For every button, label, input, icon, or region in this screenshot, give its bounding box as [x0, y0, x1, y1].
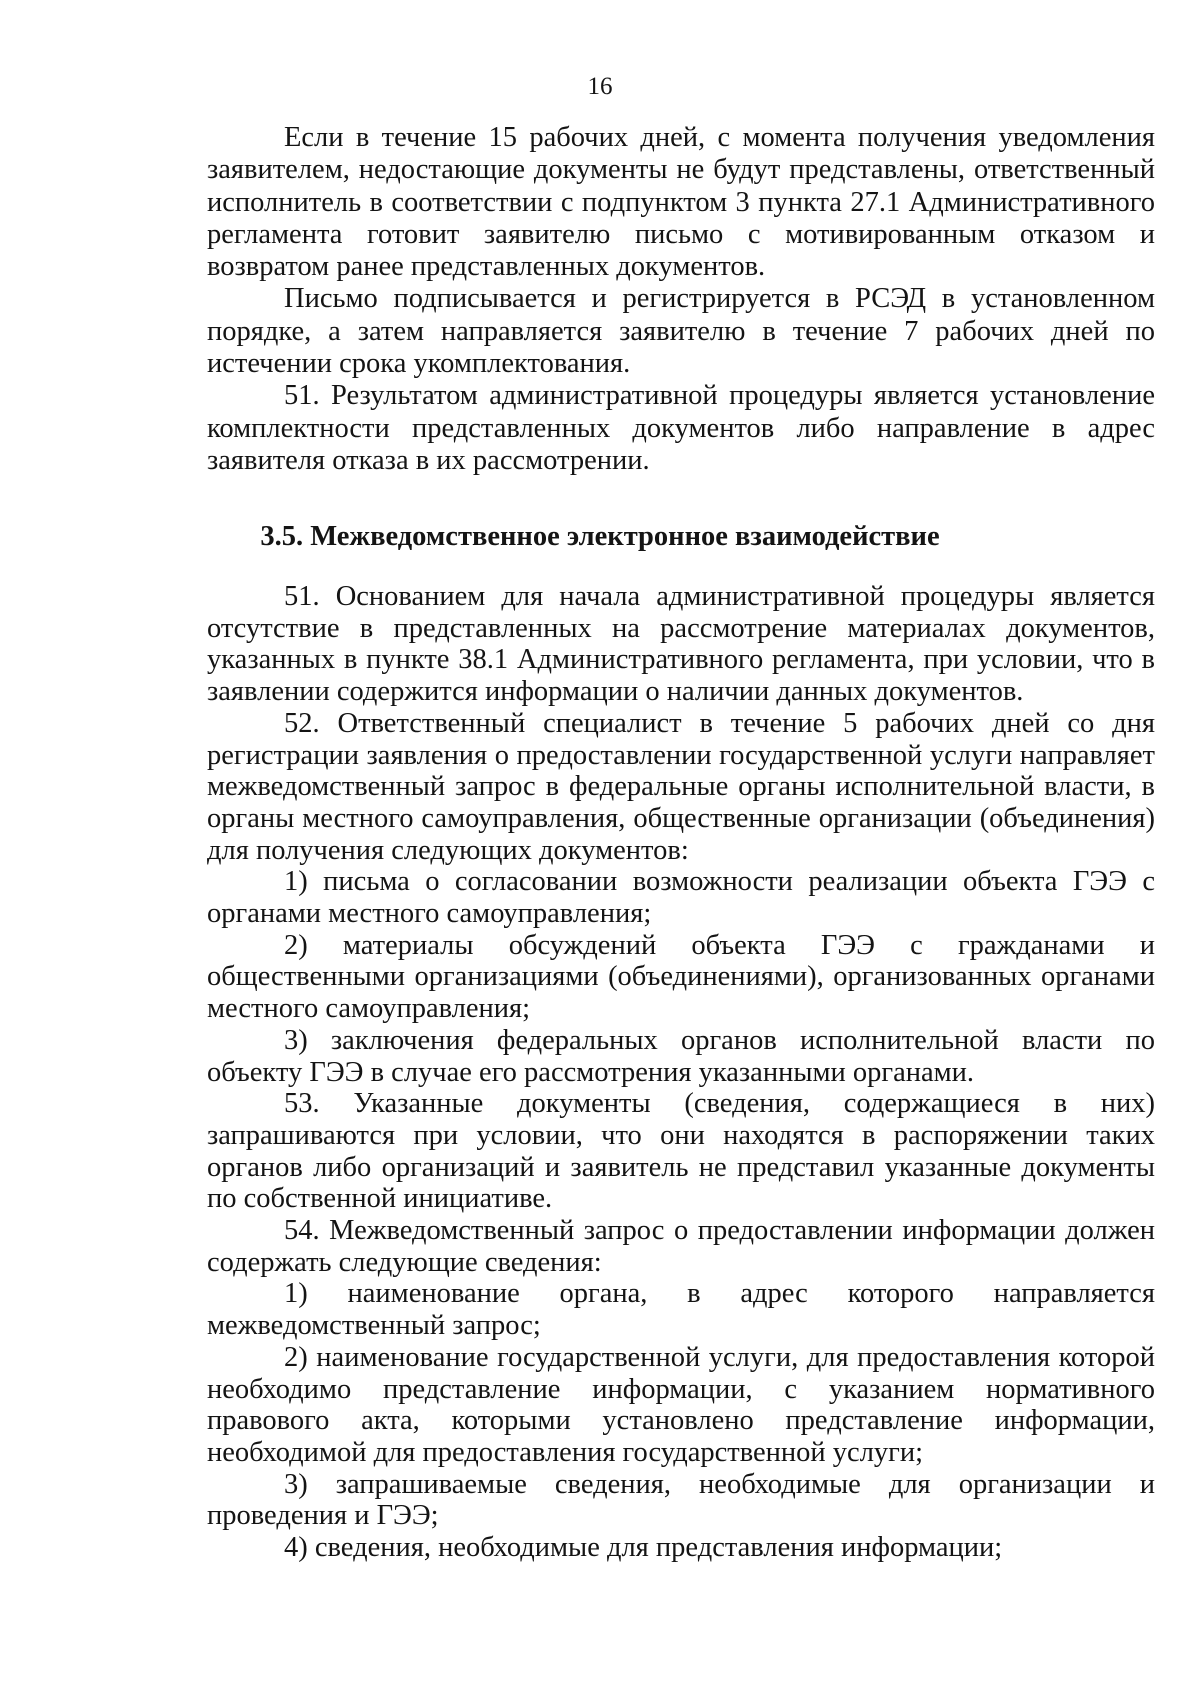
- section-text-block: [207, 581, 1155, 1564]
- paragraph-54-request-contents: 54. Межведомственный запрос о предоставлении информации должен содержать следующие сведения:: [207, 1215, 1155, 1278]
- list-item-54-2: 2) наименование государственной услуги, для предоставления которой необходимо представление информации, с указанием нормативного правового акта, которыми установлено представление информации, необходимой для предоставления государственной услуги;: [207, 1341, 1155, 1468]
- list-item-52-2: 2) материалы обсуждений объекта ГЭЭ с гражданами и общественными организациями (объединениями), организованных органами местного самоуправления;: [207, 929, 1155, 1025]
- paragraph-51-basis: 51. Основанием для начала административной процедуры является отсутствие в представленных на рассмотрение материалах документов, указанных в пункте 38.1 Административного регламента, при условии, что в заявлении содержится информации о наличии данных документов.: [207, 581, 1155, 708]
- section-heading: 3.5. Межведомственное электронное взаимодействие: [260, 521, 940, 552]
- list-item-54-1: 1) наименование органа, в адрес которого направляется межведомственный запрос;: [207, 1278, 1155, 1342]
- paragraph-missing-documents-refusal: Если в течение 15 рабочих дней, с момента получения уведомления заявителем, недостающие документы не будут представлены, ответственный исполнитель в соответствии с подпунктом 3 пункта 27.1 Административного регламента готовит заявителю письмо с мотивированным отказом и возвратом ранее представленных документов.: [207, 122, 1155, 283]
- list-item-54-4: 4) сведения, необходимые для представления информации;: [284, 1532, 1003, 1564]
- list-item-54-3: 3) запрашиваемые сведения, необходимые для организации и проведения и ГЭЭ;: [207, 1468, 1155, 1532]
- page-number: 16: [587, 73, 613, 100]
- paragraph-53-conditions: 53. Указанные документы (сведения, содержащиеся в них) запрашиваются при условии, что они находятся в распоряжении таких органов либо организаций и заявитель не представил указанные документы по собственной инициативе.: [207, 1088, 1155, 1215]
- top-text-block: [207, 122, 1155, 477]
- list-item-52-1: 1) письма о согласовании возможности реализации объекта ГЭЭ с органами местного самоуправления;: [207, 866, 1155, 930]
- list-item-52-3: 3) заключения федеральных органов исполнительной власти по объекту ГЭЭ в случае его рассмотрения указанными органами.: [207, 1024, 1155, 1088]
- paragraph-letter-registration: Письмо подписывается и регистрируется в РСЭД в установленном порядке, а затем направляется заявителю в течение 7 рабочих дней по истечении срока укомплектования.: [207, 283, 1155, 380]
- paragraph-52-request: 52. Ответственный специалист в течение 5 рабочих дней со дня регистрации заявления о предоставлении государственной услуги направляет межведомственный запрос в федеральные органы исполнительной власти, в органы местного самоуправления, общественные организации (объединения) для получения следующих документов:: [207, 707, 1155, 866]
- paragraph-51-result: 51. Результатом административной процедуры является установление комплектности представленных документов либо направление в адрес заявителя отказа в их рассмотрении.: [207, 380, 1155, 476]
